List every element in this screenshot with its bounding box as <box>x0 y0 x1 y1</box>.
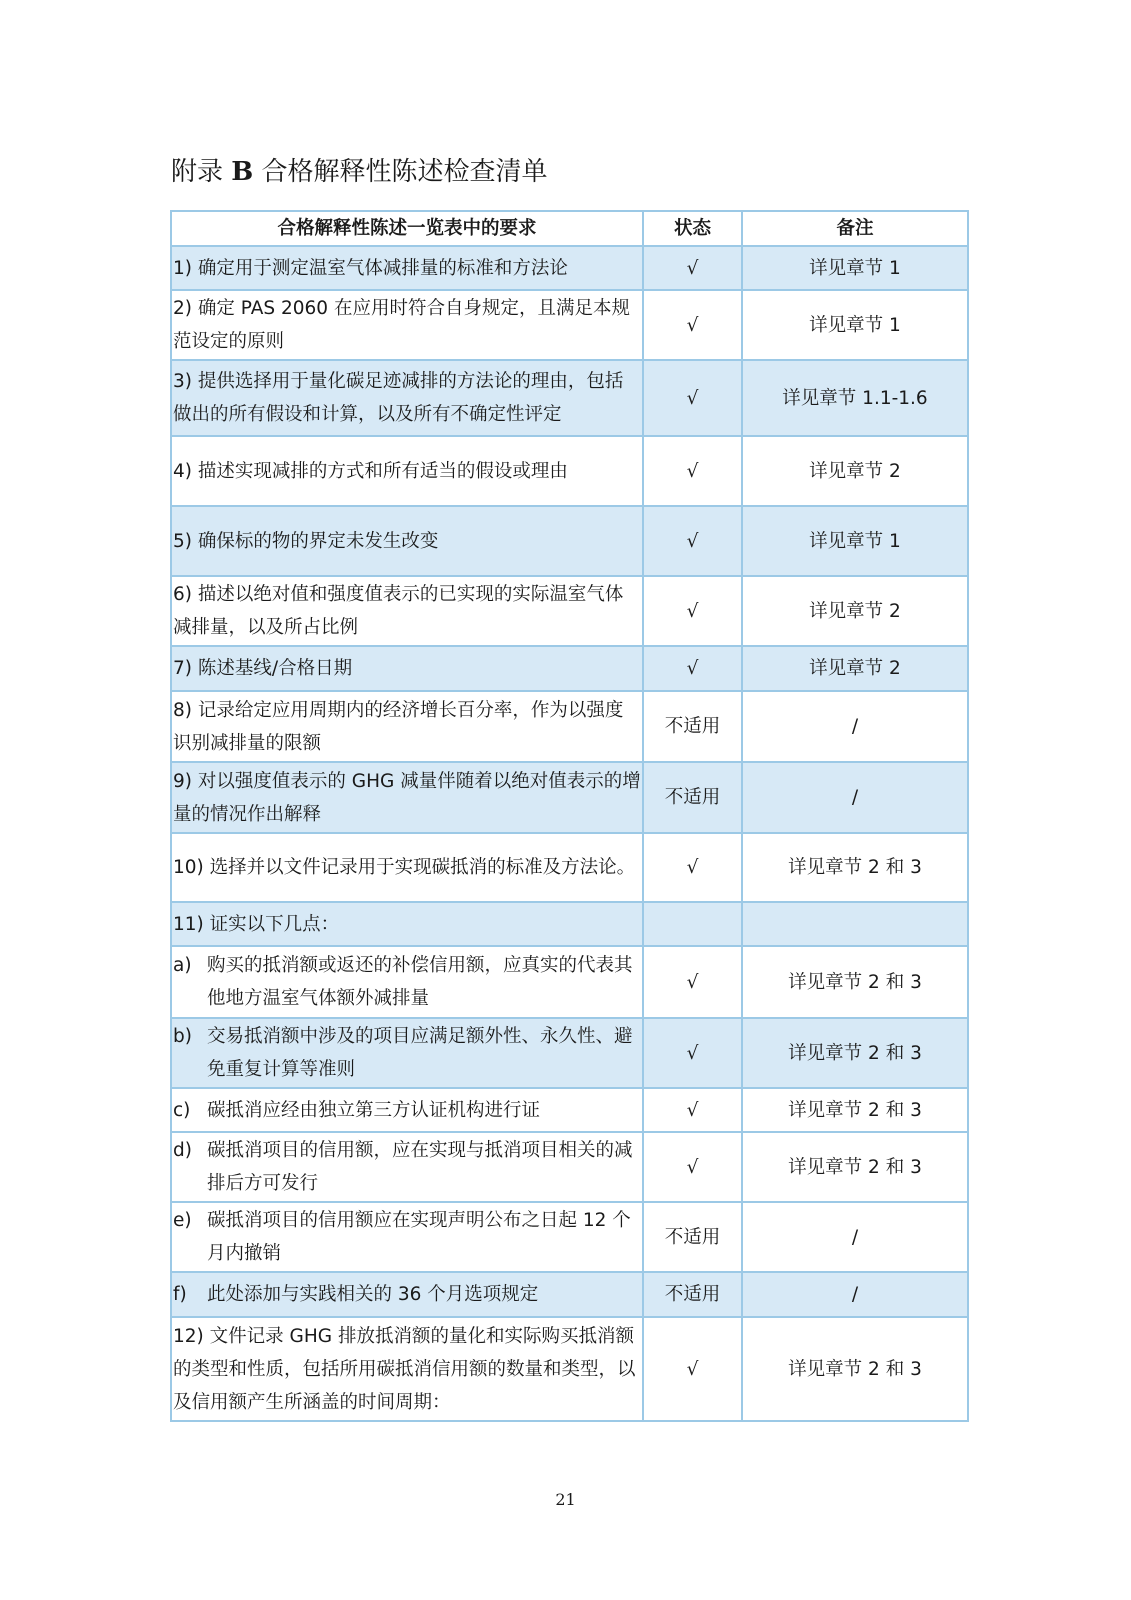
table-row <box>171 902 968 946</box>
status-cell: √ <box>643 436 742 506</box>
status-cell: 不适用 <box>643 1202 742 1272</box>
item-text: 购买的抵消额或返还的补偿信用额，应真实的代表其他地方温室气体额外减排量 <box>207 955 633 1009</box>
heading-letter: B <box>231 157 254 187</box>
table-row <box>171 1018 968 1088</box>
status-cell: √ <box>643 506 742 576</box>
requirement-cell: 2) 确定 PAS 2060 在应用时符合自身规定，且满足本规范设定的原则 <box>171 290 643 360</box>
table-row <box>171 1088 968 1132</box>
notes-cell: 详见章节 1 <box>742 246 968 290</box>
table-row <box>171 646 968 691</box>
status-cell: √ <box>643 360 742 436</box>
item-label: b) <box>173 1026 192 1047</box>
notes-cell: 详见章节 2 和 3 <box>742 1132 968 1202</box>
notes-cell: 详见章节 2 和 3 <box>742 1088 968 1132</box>
requirement-cell <box>171 946 643 1018</box>
requirement-cell <box>171 1018 643 1088</box>
appendix-heading <box>171 152 548 192</box>
table-row <box>171 762 968 833</box>
table-row <box>171 506 968 576</box>
notes-cell: / <box>742 1272 968 1317</box>
table-row <box>171 1272 968 1317</box>
header-requirement: 合格解释性陈述一览表中的要求 <box>171 211 643 246</box>
table-row <box>171 833 968 902</box>
status-cell: √ <box>643 576 742 646</box>
item-label: d) <box>173 1140 192 1161</box>
requirement-cell: 5) 确保标的物的界定未发生改变 <box>171 506 643 576</box>
status-cell: √ <box>643 1018 742 1088</box>
item-label: a) <box>173 955 192 976</box>
status-cell: √ <box>643 1132 742 1202</box>
notes-cell: 详见章节 2 和 3 <box>742 946 968 1018</box>
table-row <box>171 246 968 290</box>
notes-cell: 详见章节 1 <box>742 290 968 360</box>
requirement-cell: 9) 对以强度值表示的 GHG 减量伴随着以绝对值表示的增量的情况作出解释 <box>171 762 643 833</box>
status-cell: √ <box>643 1317 742 1421</box>
table-row <box>171 1202 968 1272</box>
notes-cell: 详见章节 2 和 3 <box>742 1317 968 1421</box>
notes-cell: 详见章节 2 <box>742 576 968 646</box>
table-header-row <box>171 211 968 246</box>
heading-title: 合格解释性陈述检查清单 <box>261 157 548 187</box>
notes-cell <box>742 902 968 946</box>
requirement-cell: 11) 证实以下几点： <box>171 902 643 946</box>
status-cell: 不适用 <box>643 762 742 833</box>
status-cell: √ <box>643 646 742 691</box>
requirement-cell <box>171 1202 643 1272</box>
header-notes: 备注 <box>742 211 968 246</box>
notes-cell: / <box>742 691 968 762</box>
notes-cell: / <box>742 1202 968 1272</box>
table-row <box>171 1317 968 1421</box>
requirement-cell: 1) 确定用于测定温室气体减排量的标准和方法论 <box>171 246 643 290</box>
status-cell: 不适用 <box>643 1272 742 1317</box>
status-cell <box>643 902 742 946</box>
table-row <box>171 1132 968 1202</box>
item-text: 碳抵消项目的信用额应在实现声明公布之日起 12 个月内撤销 <box>207 1210 631 1264</box>
status-cell: √ <box>643 290 742 360</box>
requirement-cell: 8) 记录给定应用周期内的经济增长百分率，作为以强度识别减排量的限额 <box>171 691 643 762</box>
item-label: e) <box>173 1210 192 1231</box>
status-cell: 不适用 <box>643 691 742 762</box>
table-row <box>171 290 968 360</box>
status-cell: √ <box>643 833 742 902</box>
requirement-cell <box>171 1272 643 1317</box>
notes-cell: 详见章节 2 和 3 <box>742 833 968 902</box>
notes-cell: 详见章节 1.1-1.6 <box>742 360 968 436</box>
status-cell: √ <box>643 246 742 290</box>
header-status: 状态 <box>643 211 742 246</box>
table-row <box>171 946 968 1018</box>
checklist-table <box>170 210 969 1422</box>
item-text: 碳抵消项目的信用额，应在实现与抵消项目相关的减排后方可发行 <box>207 1140 633 1194</box>
status-cell: √ <box>643 946 742 1018</box>
heading-prefix: 附录 <box>171 157 224 187</box>
notes-cell: 详见章节 2 <box>742 436 968 506</box>
table-row <box>171 576 968 646</box>
notes-cell: 详见章节 2 和 3 <box>742 1018 968 1088</box>
notes-cell: / <box>742 762 968 833</box>
item-text: 碳抵消应经由独立第三方认证机构进行证 <box>207 1099 541 1121</box>
requirement-cell: 7) 陈述基线/合格日期 <box>171 646 643 691</box>
requirement-cell: 12) 文件记录 GHG 排放抵消额的量化和实际购买抵消额的类型和性质，包括所用碳抵消信用额的数量和类型，以及信用额产生所涵盖的时间周期： <box>171 1317 643 1421</box>
page-number: 21 <box>555 1490 576 1509</box>
requirement-cell: 3) 提供选择用于量化碳足迹减排的方法论的理由，包括做出的所有假设和计算，以及所有不确定性评定 <box>171 360 643 436</box>
notes-cell: 详见章节 2 <box>742 646 968 691</box>
item-label: f) <box>173 1284 187 1305</box>
table-row <box>171 691 968 762</box>
requirement-cell: 6) 描述以绝对值和强度值表示的已实现的实际温室气体减排量，以及所占比例 <box>171 576 643 646</box>
notes-cell: 详见章节 1 <box>742 506 968 576</box>
status-cell: √ <box>643 1088 742 1132</box>
item-text: 交易抵消额中涉及的项目应满足额外性、永久性、避免重复计算等准则 <box>207 1026 633 1080</box>
requirement-cell: 4) 描述实现减排的方式和所有适当的假设或理由 <box>171 436 643 506</box>
item-text: 此处添加与实践相关的 36 个月选项规定 <box>207 1284 539 1305</box>
requirement-cell <box>171 1088 643 1132</box>
requirement-cell <box>171 1132 643 1202</box>
item-label: c) <box>173 1099 191 1121</box>
requirement-cell: 10) 选择并以文件记录用于实现碳抵消的标准及方法论。 <box>171 833 643 902</box>
table-row <box>171 360 968 436</box>
table-row <box>171 436 968 506</box>
